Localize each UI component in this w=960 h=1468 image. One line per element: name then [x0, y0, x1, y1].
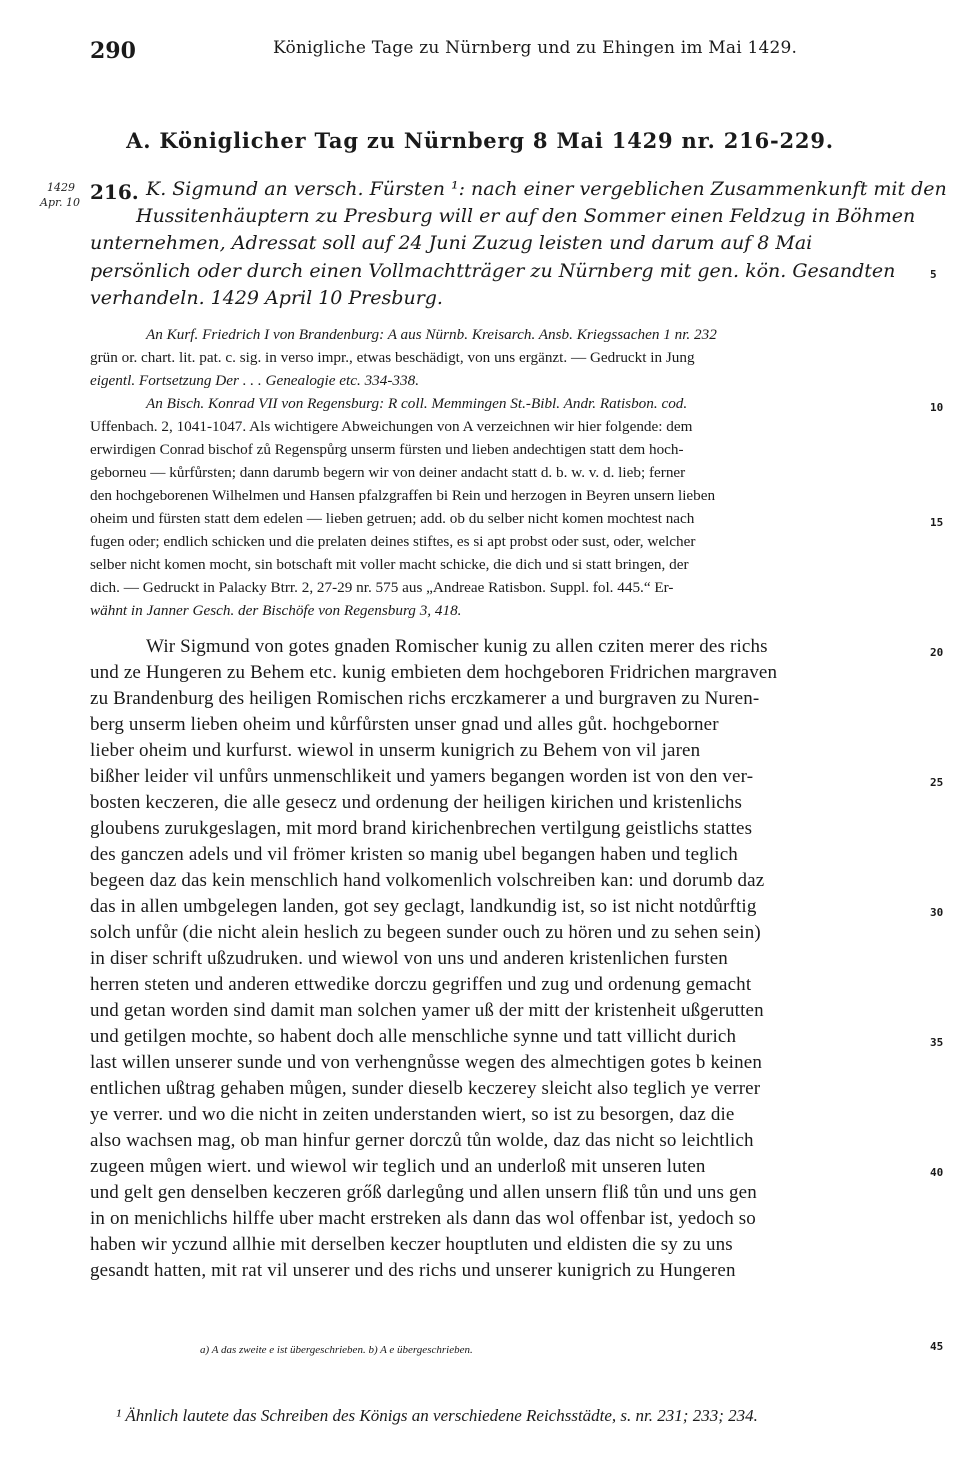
body-line: und getilgen mochte, so habent doch alle menschliche synne und tatt villicht durich	[90, 1026, 737, 1047]
body-line: gloubens zurukgeslagen, mit mord brand kirichenbrechen vertilgung geistlichs stattes	[90, 818, 753, 839]
apparatus-line: eigentl. Fortsetzung Der . . . Genealogie etc. 334-338.	[90, 372, 419, 389]
body-line: gesandt hatten, mit rat vil unserer und des richs und unserer kunigrich zu Hungeren	[90, 1260, 736, 1281]
body-line: bißher leider vil unfůrs unmenschlikeit und yamers begangen worden ist von den ver-	[90, 766, 754, 787]
body-line: zu Brandenburg des heiligen Romischen richs erczkamerer a und burgraven zu Nuren-	[90, 688, 760, 709]
line-number: 25	[930, 776, 944, 789]
margin-date-day: Apr. 10	[40, 196, 81, 209]
body-line: und gelt gen denselben keczeren grőß darlegůng und allen unsern fliß tůn und uns gen	[90, 1182, 757, 1203]
body-line: lieber oheim und kurfurst. wiewol in unserm kunigrich zu Behem von vil jaren	[90, 740, 701, 761]
entry-number: 216.	[90, 180, 139, 204]
body-line: in on menichlichs hilffe uber macht erstreken als dann das wol offenbar ist, yedoch so	[90, 1208, 756, 1229]
body-line: entlichen ußtrag gehaben můgen, sunder dieselb keczerey sleicht also teglich ye verrer	[90, 1078, 761, 1099]
body-line: Wir Sigmund von gotes gnaden Romischer kunig zu allen cziten merer des richs	[146, 636, 768, 657]
apparatus-line: oheim und fürsten statt dem edelen — lieben getruen; add. ob du selber nicht komen mochtest nach	[90, 510, 695, 527]
body-line: des ganczen adels und vil frömer kristen so manig ubel begangen haben und teglich	[90, 844, 738, 865]
section-title: A. Königlicher Tag zu Nürnberg 8 Mai 1429 nr. 216-229.	[126, 128, 834, 153]
body-line: zugeen můgen wiert. und wiewol wir teglich und an underloß mit unseren luten	[90, 1156, 706, 1177]
body-line: und ze Hungeren zu Behem etc. kunig embieten dem hochgeboren Fridrichen margraven	[90, 662, 778, 683]
body-line: in diser schrift ußzudruken. und wiewol von uns und anderen kristenlichen fursten	[90, 948, 728, 969]
line-number: 40	[930, 1166, 944, 1179]
apparatus-line: geborneu — kůrfůrsten; dann darumb begern wir von deiner andacht statt d. b. w. v. d. lieb; ferner	[90, 464, 686, 481]
regest-line: verhandeln. 1429 April 10 Presburg.	[90, 287, 443, 309]
body-line: das in allen umbgelegen landen, got sey geclagt, landkundig ist, so ist nicht notdůrftig	[90, 896, 757, 917]
line-number: 45	[930, 1340, 944, 1353]
body-line: last willen unserer sunde und von verhengnůsse wegen des almechtigen gotes b keinen	[90, 1052, 762, 1073]
regest-line: unternehmen, Adressat soll auf 24 Juni Zuzug leisten und darum auf 8 Mai	[90, 232, 813, 254]
margin-date-year: 1429	[47, 181, 75, 194]
regest-line: K. Sigmund an versch. Fürsten ¹: nach einer vergeblichen Zusammenkunft mit den	[146, 178, 947, 200]
apparatus-line: selber nicht komen mocht, sin botschaft mit voller macht schicke, die dich und si statt bringen, der	[90, 556, 689, 573]
line-number: 35	[930, 1036, 944, 1049]
line-number: 10	[930, 401, 944, 414]
line-number: 20	[930, 646, 944, 659]
footnote: ¹ Ähnlich lautete das Schreiben des Königs an verschiedene Reichsstädte, s. nr. 231; 233; 234.	[116, 1406, 758, 1425]
apparatus-line: erwirdigen Conrad bischof zů Regenspůrg unserm fürsten und lieben andechtigen statt dem hoch-	[90, 441, 684, 458]
line-number: 15	[930, 516, 944, 529]
page-number: 290	[90, 38, 136, 64]
body-line: berg unserm lieben oheim und kůrfůrsten unser gnad und alles gůt. hochgeborner	[90, 714, 719, 735]
apparatus-line: Uffenbach. 2, 1041-1047. Als wichtigere Abweichungen von A verzeichnen wir hier folgende: dem	[90, 418, 693, 435]
body-line: bosten keczeren, die alle gesecz und ordenung der heiligen kirichen und kristenlichs	[90, 792, 743, 813]
apparatus-line: An Bisch. Konrad VII von Regensburg: R coll. Memmingen St.-Bibl. Andr. Ratisbon. cod.	[146, 395, 688, 412]
body-line: herren steten und anderen ettwedike dorczu gegriffen und zug und ordenung gemacht	[90, 974, 752, 995]
apparatus-line: grün or. chart. lit. pat. c. sig. in verso impr., etwas beschädigt, von uns ergänzt. — Gedruckt in Jung	[90, 349, 695, 366]
regest-line: Hussitenhäuptern zu Presburg will er auf den Sommer einen Feldzug in Böhmen	[136, 205, 916, 227]
body-line: begeen daz das kein menschlich hand volkomenlich volschreiben kan: und dorumb daz	[90, 870, 765, 891]
line-number: 5	[930, 268, 937, 281]
body-line: solch unfůr (die nicht alein heslich zu begeen sunder ouch zu hören und zu sehen sein)	[90, 922, 761, 943]
apparatus-line: den hochgeborenen Wilhelmen und Hansen pfalzgraffen bi Rein und herzogen in Beyren unsern lieben	[90, 487, 716, 504]
apparatus-line: dich. — Gedruckt in Palacky Btrr. 2, 27-29 nr. 575 aus „Andreae Ratisbon. Suppl. fol. 445.“ Er-	[90, 579, 674, 596]
running-title: Königliche Tage zu Nürnberg und zu Ehingen im Mai 1429.	[273, 38, 798, 58]
regest-line: persönlich oder durch einen Vollmachtträger zu Nürnberg mit gen. kön. Gesandten	[90, 260, 896, 282]
body-line: haben wir yczund allhie mit derselben keczer houptluten und eldisten die sy zu uns	[90, 1234, 733, 1255]
apparatus-line: An Kurf. Friedrich I von Brandenburg: A aus Nürnb. Kreisarch. Ansb. Kriegssachen 1 nr. 232	[146, 326, 717, 343]
body-line: also wachsen mag, ob man hinfur gerner dorczů tůn wolde, daz das nicht so leichtlich	[90, 1130, 754, 1151]
body-line: ye verrer. und wo die nicht in zeiten understanden wiert, so ist zu besorgen, daz die	[90, 1104, 735, 1125]
body-line: und getan worden sind damit man solchen yamer uß der mitt der kristenheit ußgerutten	[90, 1000, 764, 1021]
critical-note: a) A das zweite e ist übergeschrieben. b) A e übergeschrieben.	[200, 1344, 473, 1356]
apparatus-line: fugen oder; endlich schicken und die prelaten deines stiftes, es si apt probst oder sust, oder, welcher	[90, 533, 696, 550]
line-number: 30	[930, 906, 944, 919]
apparatus-line: wähnt in Janner Gesch. der Bischöfe von Regensburg 3, 418.	[90, 602, 462, 619]
